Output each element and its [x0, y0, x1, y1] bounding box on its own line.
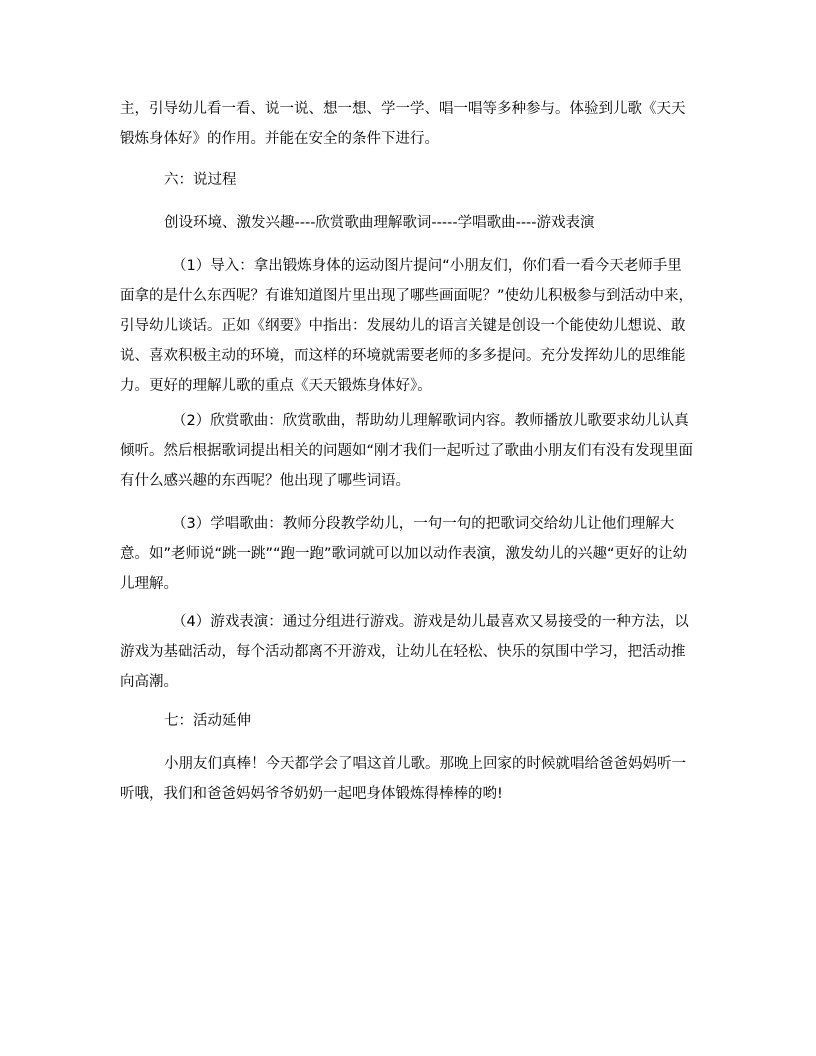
- section-six-heading: 六：说过程: [164, 172, 237, 188]
- process-flow-line: 创设环境、激发兴趣----欣赏歌曲理解歌词-----学唱歌曲----游戏表演: [164, 215, 595, 231]
- closing-paragraph: 小朋友们真棒！今天都学会了唱这首儿歌。那晚上回家的时候就唱给爸爸妈妈听一听哦，我们和爸爸妈妈爷爷奶奶一起吧身体锻炼得棒棒的哟!: [120, 756, 686, 802]
- step-sing-paragraph: （3）学唱歌曲：教师分段教学幼儿，一句一句的把歌词交给幼儿让他们理解大意。如”老师说“跳一跳”“跑一跑”歌词就可以加以动作表演，激发幼儿的兴趣“更好的让幼儿理解。: [120, 516, 688, 592]
- section-seven-heading: 七：活动延伸: [164, 713, 251, 729]
- intro-tail-paragraph: 主，引导幼儿看一看、说一说、想一想、学一学、唱一唱等多种参与。体验到儿歌《天天锻炼身体好》的作用。并能在安全的条件下进行。: [120, 101, 686, 147]
- step-intro-paragraph: （1）导入：拿出锻炼身体的运动图片提问“小朋友们，你们看一看今天老师手里面拿的是什么东西呢？有谁知道图片里出现了哪些画面呢？”使幼儿积极参与到活动中来，引导幼儿谈话。正如《纲要》中指出：发展幼儿的语言关键是创设一个能使幼儿想说、敢说、喜欢积极主动的环境，而这样的环境就需要老师的多多提问。充分发挥幼儿的思维能力。更好的理解儿歌的重点《天天锻炼身体好》。: [120, 258, 694, 394]
- step-listen-paragraph: （2）欣赏歌曲：欣赏歌曲，帮助幼儿理解歌词内容。教师播放儿歌要求幼儿认真倾听。然后根据歌词提出相关的问题如“刚才我们一起听过了歌曲小朋友们有没有发现里面有什么感兴趣的东西呢？他出现了哪些词语。: [120, 413, 694, 489]
- step-game-paragraph: （4）游戏表演：通过分组进行游戏。游戏是幼儿最喜欢又易接受的一种方法，以游戏为基础活动，每个活动都离不开游戏，让幼儿在轻松、快乐的氛围中学习，把活动推向高潮。: [120, 614, 689, 690]
